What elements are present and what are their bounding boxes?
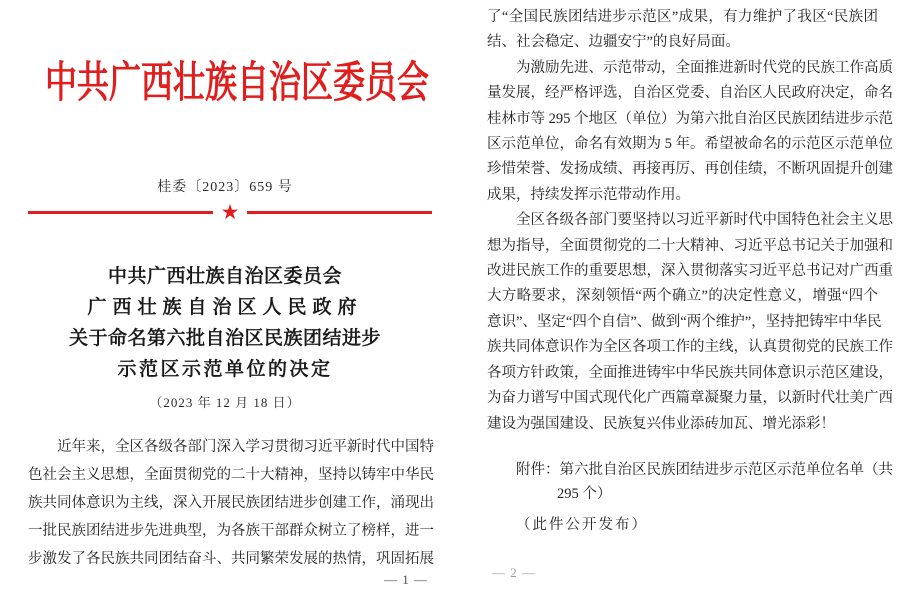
body-line: 量发展，经严格评选，自治区党委、自治区人民政府决定，命名 xyxy=(487,85,893,102)
body-line: 桂林市等 295 个地区（单位）为第六批自治区民族团结进步示范 xyxy=(487,110,893,127)
body-line: 步激发了各民族共同团结奋斗、共同繁荣发展的热情，巩固拓展 xyxy=(28,551,434,567)
body-line: 近年来，全区各级各部门深入学习贯彻习近平新时代中国特 xyxy=(57,439,434,455)
page-2-number: — 2 — xyxy=(492,565,536,580)
page-1-body xyxy=(28,433,434,573)
page-1-number: — 1 — xyxy=(384,572,428,587)
body-line: 结、社会稳定、边疆安宁”的良好局面。 xyxy=(487,34,740,51)
document-number: 桂委〔2023〕659 号 xyxy=(157,180,293,195)
body-line: 族共同体意识为主线，深入开展民族团结进步创建工作，涌现出 xyxy=(28,495,434,511)
body-line: 为激励先进、示范带动，全面推进新时代党的民族工作高质 xyxy=(516,59,893,76)
body-line: 色社会主义思想，全面贯彻党的二十大精神，坚持以铸牢中华民 xyxy=(28,467,434,483)
divider-line-right xyxy=(247,211,432,214)
attachment-line-2: 295 个） xyxy=(557,486,612,502)
body-line: 改进民族工作的重要思想，深入贯彻落实习近平总书记对广西重 xyxy=(487,263,893,280)
attachment-line-1: 附件：第六批自治区民族团结进步示范区示范单位名单（共 xyxy=(516,462,893,478)
body-line: 族共同体意识作为全区各项工作的主线，认真贯彻党的民族工作 xyxy=(487,339,893,356)
body-line: 意识”、坚定“四个自信”、做到“两个维护”，坚持把铸牢中华民 xyxy=(487,313,882,330)
title-line-2: 广西壮族自治区人民政府 xyxy=(87,297,363,318)
page-2-body xyxy=(487,5,893,437)
body-line: 各项方针政策，全面推进铸牢中华民族共同体意识示范区建设， xyxy=(487,364,893,381)
body-line: 成果，持续发挥示范带动作用。 xyxy=(487,186,690,203)
body-line: 为奋力谱写中国式现代化广西篇章凝聚力量，以新时代壮美广西 xyxy=(487,390,893,407)
red-divider xyxy=(28,200,432,224)
title-line-3: 关于命名第六批自治区民族团结进步 xyxy=(68,328,381,349)
title-line-4: 示范区示范单位的决定 xyxy=(117,359,333,380)
body-line: 一批民族团结进步先进典型，为各族干部群众树立了榜样，进一 xyxy=(28,523,434,539)
body-line: 建设为强国建设、民族复兴伟业添砖加瓦、增光添彩！ xyxy=(487,415,835,432)
public-release-note: （此件公开发布） xyxy=(516,517,648,533)
body-line: 了“全国民族团结进步示范区”成果，有力维护了我区“民族团 xyxy=(487,9,878,25)
body-line: 珍惜荣誉、发扬成绩、再接再厉、再创佳绩，不断巩固提升创建 xyxy=(487,161,893,178)
body-line: 想为指导，全面贯彻党的二十大精神、习近平总书记关于加强和 xyxy=(487,237,893,254)
body-line: 区示范单位，命名有效期为 5 年。希望被命名的示范区示范单位 xyxy=(487,136,893,153)
document-date: （2023 年 12 月 18 日） xyxy=(149,395,301,410)
attachment-note xyxy=(487,458,893,506)
document-title xyxy=(0,261,450,411)
page-2 xyxy=(450,0,900,599)
body-line: 全区各级各部门要坚持以习近平新时代中国特色社会主义思 xyxy=(516,212,893,229)
star-icon: ★ xyxy=(220,200,240,224)
issuing-org-header: 中共广西壮族自治区委员会 xyxy=(45,58,429,107)
divider-line-left xyxy=(28,211,213,214)
body-line: 大方略要求，深刻领悟“两个确立”的决定性意义，增强“四个 xyxy=(487,288,878,305)
title-line-1: 中共广西壮族自治区委员会 xyxy=(107,266,342,287)
